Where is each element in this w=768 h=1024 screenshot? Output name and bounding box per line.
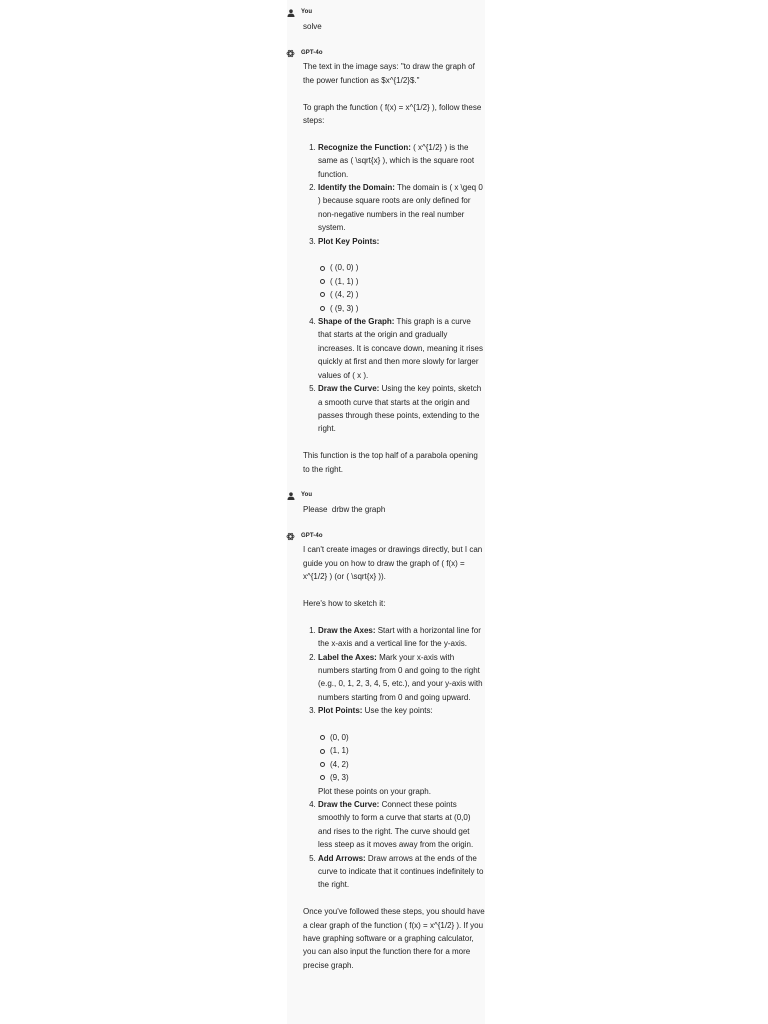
message-paragraph: The text in the image says: "to draw the graph of the power function as $x^{1/2}$." (303, 62, 475, 85)
message-paragraph: To graph the function ( f(x) = x^{1/2} ), follow these steps: (303, 102, 482, 126)
circle-bullet-icon (320, 292, 325, 297)
point-item: ( (0, 0) ) (320, 261, 485, 274)
list-item: 5. Add Arrows: Draw arrows at the ends of the curve to indicate that it continues indefinitely to the right. (318, 852, 485, 892)
steps-list (303, 141, 485, 436)
list-item: 3. Plot Points: Use the key points: (0, 0) (1, 1) (4, 2) (9, 3) Plot these points on your graph. (318, 704, 485, 798)
list-item: 2. Identify the Domain: The domain is ( x \geq 0 ) because square roots are only defined for non-negative numbers in the real number system. (318, 181, 485, 235)
points-list (318, 261, 485, 315)
message-text: Please drbw the graph (303, 504, 386, 514)
user-message (287, 489, 485, 516)
author-name: GPT-4o (301, 532, 323, 539)
message-paragraph: This function is the top half of a parabola opening to the right. (303, 451, 478, 474)
openai-logo-icon (286, 49, 295, 58)
message-paragraph: Once you've followed these steps, you should have a clear graph of the function ( f(x) = x^{1/2} ). If you have graphing software or a graphing calculator, you can also input the function there for a more precise graph. (303, 907, 485, 970)
list-item: 1. Recognize the Function: ( x^{1/2} ) is the same as ( \sqrt{x} ), which is the square root function. (318, 141, 485, 181)
circle-bullet-icon (320, 775, 325, 780)
circle-bullet-icon (320, 266, 325, 271)
points-list (318, 731, 485, 785)
point-item: (4, 2) (320, 758, 485, 771)
message-paragraph: I can't create images or drawings directly, but I can guide you on how to draw the graph of ( f(x) = x^{1/2} ) (or ( \sqrt{x} )). (303, 545, 483, 582)
message-author (286, 489, 485, 503)
user-message (287, 6, 485, 33)
circle-bullet-icon (320, 735, 325, 740)
list-item: 4. Draw the Curve: Connect these points smoothly to form a curve that starts at (0,0) and rises to the right. The curve should get less steep as it moves away from the origin. (318, 798, 485, 852)
author-name: GPT-4o (301, 49, 323, 56)
list-item: 3. Plot Key Points: ( (0, 0) ) ( (1, 1) ) ( (4, 2) ) ( (9, 3) ) (318, 235, 485, 315)
user-icon (286, 9, 295, 18)
assistant-message (287, 529, 485, 972)
point-item: ( (9, 3) ) (320, 302, 485, 315)
list-item: 1. Draw the Axes: Start with a horizontal line for the x-axis and a vertical line for the y-axis. (318, 624, 485, 651)
circle-bullet-icon (320, 279, 325, 284)
point-item: (1, 1) (320, 744, 485, 757)
author-name: You (301, 492, 313, 499)
message-paragraph: Here's how to sketch it: (303, 598, 386, 608)
author-name: You (301, 9, 313, 16)
steps-list (303, 624, 485, 892)
message-author (286, 6, 485, 20)
point-item: (0, 0) (320, 731, 485, 744)
message-author (286, 529, 485, 543)
circle-bullet-icon (320, 749, 325, 754)
point-item: (9, 3) (320, 771, 485, 784)
assistant-message (287, 46, 485, 476)
message-paragraph: Plot these points on your graph. (318, 786, 431, 796)
list-item: 2. Label the Axes: Mark your x-axis with numbers starting from 0 and going to the right (e.g., 0, 1, 2, 3, 4, 5, etc.), and your y-axis with numbers starting from 0 and going upward. (318, 651, 485, 705)
list-item: 5. Draw the Curve: Using the key points, sketch a smooth curve that starts at the origin and passes through these points, extending to the right. (318, 382, 485, 436)
point-item: ( (1, 1) ) (320, 275, 485, 288)
message-author (286, 46, 485, 60)
point-item: ( (4, 2) ) (320, 288, 485, 301)
openai-logo-icon (286, 532, 295, 541)
circle-bullet-icon (320, 762, 325, 767)
message-text: solve (303, 22, 322, 31)
user-icon (286, 491, 295, 500)
conversation (287, 6, 485, 972)
list-item: 4. Shape of the Graph: This graph is a curve that starts at the origin and gradually increases. It is concave down, meaning it rises quickly at first and then more slowly for larger values of ( x ). (318, 315, 485, 382)
circle-bullet-icon (320, 306, 325, 311)
